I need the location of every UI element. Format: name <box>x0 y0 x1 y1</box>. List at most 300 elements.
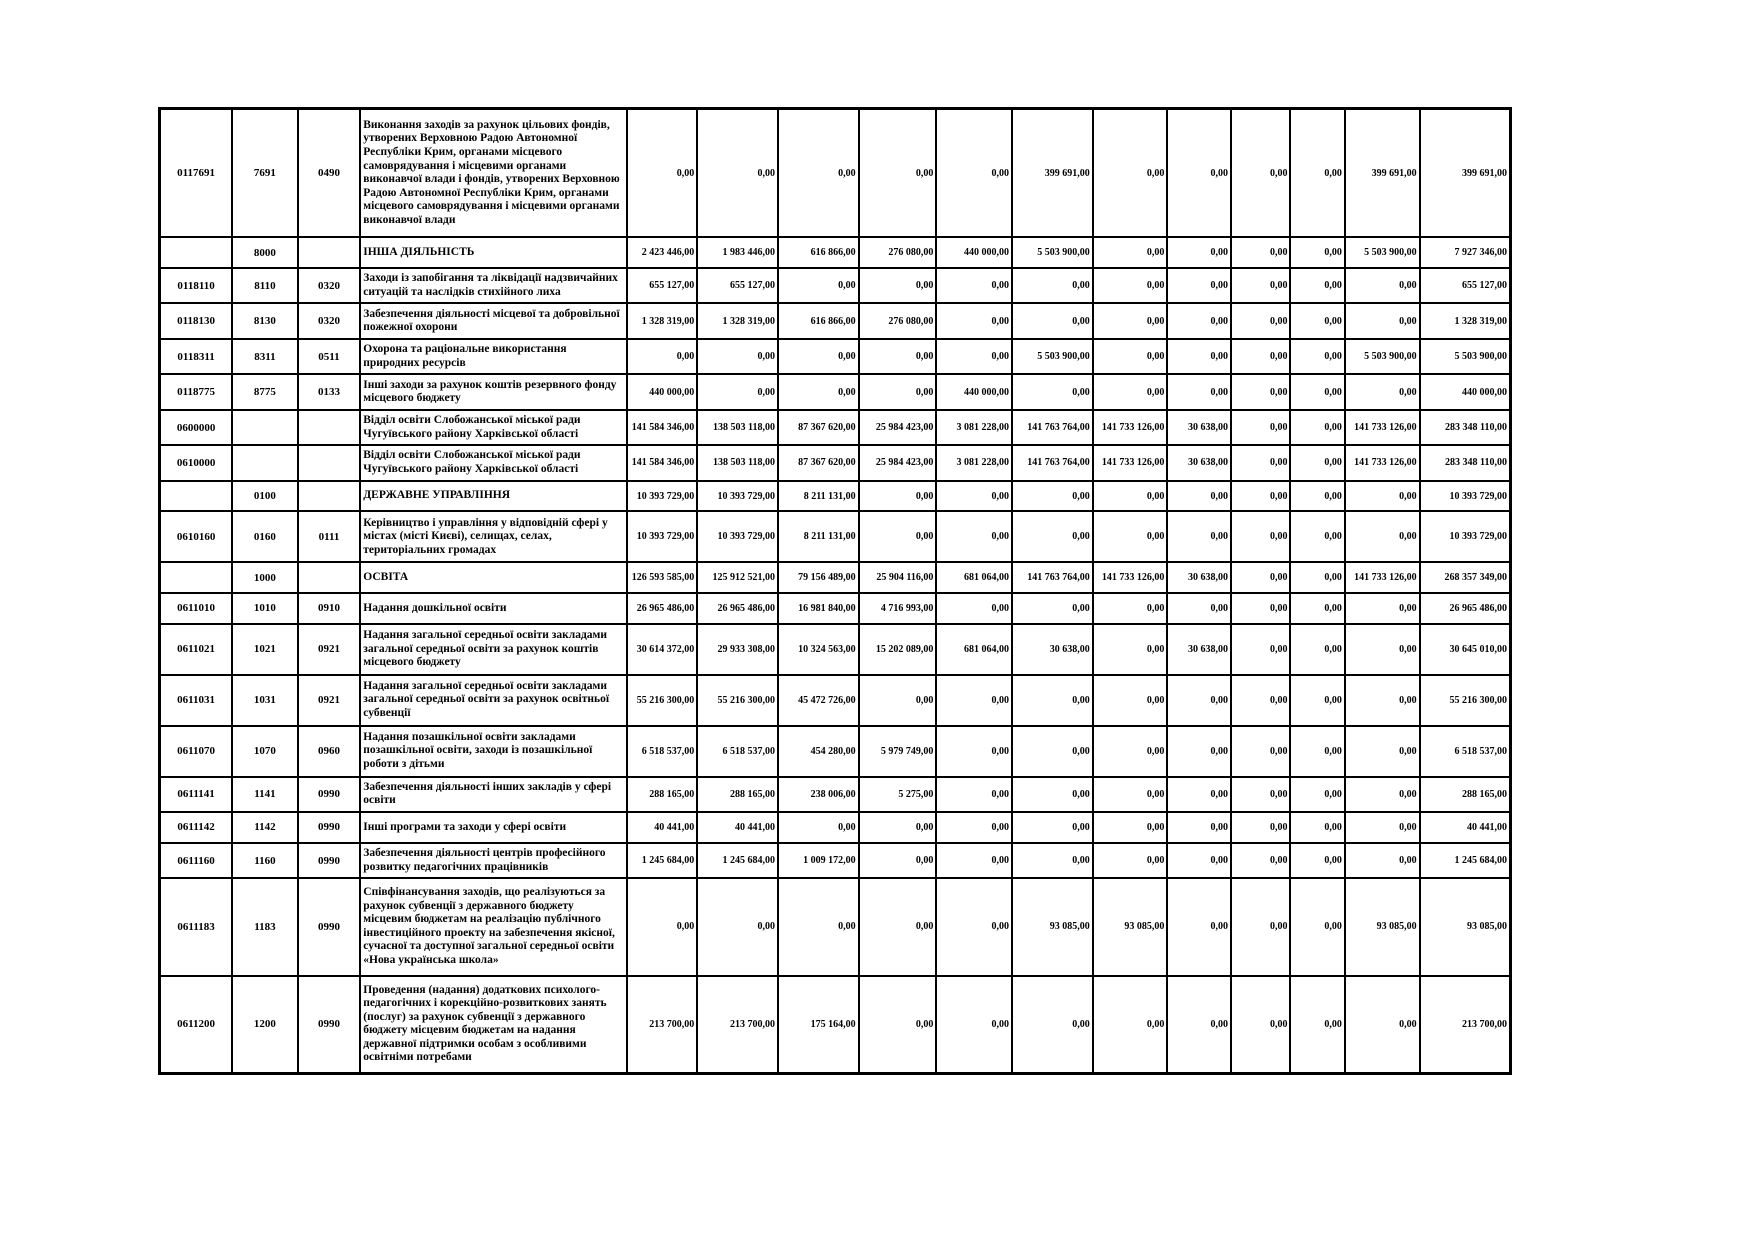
value-cell: 0,00 <box>936 109 1012 238</box>
table-row <box>160 562 1511 593</box>
value-cell: 0,00 <box>1231 878 1291 975</box>
value-cell: 440 000,00 <box>936 374 1012 409</box>
value-cell: 87 367 620,00 <box>778 410 859 445</box>
table-row <box>160 976 1511 1074</box>
value-cell: 0,00 <box>1231 109 1291 238</box>
value-cell: 0,00 <box>778 812 859 843</box>
value-cell: 0,00 <box>697 374 778 409</box>
code-program-cell <box>160 237 233 268</box>
code-tpkvk-cell: 1142 <box>232 812 298 843</box>
value-cell: 0,00 <box>1290 374 1344 409</box>
value-cell: 0,00 <box>778 339 859 374</box>
value-cell: 288 165,00 <box>697 777 778 812</box>
value-cell: 141 763 764,00 <box>1012 562 1093 593</box>
value-cell: 0,00 <box>1093 843 1168 878</box>
value-cell: 1 983 446,00 <box>697 237 778 268</box>
value-cell: 0,00 <box>1093 339 1168 374</box>
value-cell: 288 165,00 <box>1420 777 1511 812</box>
value-cell: 0,00 <box>1093 109 1168 238</box>
value-cell: 0,00 <box>1290 593 1344 624</box>
table-row <box>160 445 1511 480</box>
value-cell: 138 503 118,00 <box>697 410 778 445</box>
code-tpkvk-cell: 0100 <box>232 481 298 512</box>
value-cell: 0,00 <box>859 976 937 1074</box>
value-cell: 0,00 <box>1290 777 1344 812</box>
value-cell: 5 503 900,00 <box>1012 339 1093 374</box>
table-row <box>160 812 1511 843</box>
value-cell: 5 503 900,00 <box>1012 237 1093 268</box>
name-cell: Виконання заходів за рахунок цільових фондів, утворених Верховною Радою Автономної Республіки Крим, органами місцевого самоврядування і місцевими органами виконавчої влади і фондів, утворених Верховною Радою Автономної Республіки Крим, органами місцевого самоврядування і місцевими органами виконавчої влади <box>360 109 626 238</box>
value-cell: 440 000,00 <box>627 374 698 409</box>
value-cell: 0,00 <box>1290 303 1344 338</box>
value-cell: 0,00 <box>936 675 1012 726</box>
value-cell: 26 965 486,00 <box>627 593 698 624</box>
value-cell: 0,00 <box>1345 726 1420 777</box>
value-cell: 0,00 <box>1345 976 1420 1074</box>
value-cell: 30 638,00 <box>1167 562 1231 593</box>
value-cell: 15 202 089,00 <box>859 624 937 675</box>
value-cell: 0,00 <box>1231 481 1291 512</box>
code-fkvk-cell: 0990 <box>298 812 361 843</box>
value-cell: 0,00 <box>1231 303 1291 338</box>
code-program-cell: 0611160 <box>160 843 233 878</box>
value-cell: 141 733 126,00 <box>1093 445 1168 480</box>
value-cell: 0,00 <box>1231 675 1291 726</box>
value-cell: 0,00 <box>936 481 1012 512</box>
value-cell: 0,00 <box>1093 268 1168 303</box>
table-row <box>160 624 1511 675</box>
name-cell: Надання позашкільної освіти закладами позашкільної освіти, заходи із позашкільної роботи з дітьми <box>360 726 626 777</box>
value-cell: 0,00 <box>1167 374 1231 409</box>
value-cell: 0,00 <box>1290 410 1344 445</box>
value-cell: 0,00 <box>859 675 937 726</box>
table-row <box>160 237 1511 268</box>
value-cell: 0,00 <box>859 843 937 878</box>
value-cell: 10 393 729,00 <box>627 481 698 512</box>
value-cell: 0,00 <box>1093 624 1168 675</box>
value-cell: 0,00 <box>1231 339 1291 374</box>
value-cell: 5 503 900,00 <box>1345 237 1420 268</box>
value-cell: 0,00 <box>1290 843 1344 878</box>
code-program-cell: 0118130 <box>160 303 233 338</box>
code-program-cell: 0118311 <box>160 339 233 374</box>
code-fkvk-cell: 0990 <box>298 777 361 812</box>
value-cell: 0,00 <box>1167 237 1231 268</box>
code-program-cell: 0611142 <box>160 812 233 843</box>
value-cell: 0,00 <box>778 109 859 238</box>
code-tpkvk-cell: 8311 <box>232 339 298 374</box>
value-cell: 0,00 <box>1290 675 1344 726</box>
value-cell: 1 245 684,00 <box>627 843 698 878</box>
code-program-cell: 0610000 <box>160 445 233 480</box>
value-cell: 655 127,00 <box>1420 268 1511 303</box>
value-cell: 0,00 <box>1290 237 1344 268</box>
value-cell: 5 979 749,00 <box>859 726 937 777</box>
code-tpkvk-cell: 1141 <box>232 777 298 812</box>
value-cell: 6 518 537,00 <box>697 726 778 777</box>
value-cell: 79 156 489,00 <box>778 562 859 593</box>
value-cell: 141 584 346,00 <box>627 410 698 445</box>
table-row <box>160 410 1511 445</box>
value-cell: 0,00 <box>1231 511 1291 562</box>
value-cell: 0,00 <box>936 878 1012 975</box>
value-cell: 25 984 423,00 <box>859 410 937 445</box>
code-fkvk-cell: 0910 <box>298 593 361 624</box>
value-cell: 681 064,00 <box>936 624 1012 675</box>
value-cell: 0,00 <box>697 109 778 238</box>
value-cell: 0,00 <box>1231 726 1291 777</box>
budget-table-body <box>160 109 1511 1074</box>
code-program-cell: 0611031 <box>160 675 233 726</box>
value-cell: 7 927 346,00 <box>1420 237 1511 268</box>
code-program-cell: 0611141 <box>160 777 233 812</box>
table-row <box>160 268 1511 303</box>
code-fkvk-cell: 0511 <box>298 339 361 374</box>
value-cell: 93 085,00 <box>1345 878 1420 975</box>
value-cell: 30 645 010,00 <box>1420 624 1511 675</box>
value-cell: 0,00 <box>859 812 937 843</box>
table-row <box>160 374 1511 409</box>
value-cell: 1 328 319,00 <box>697 303 778 338</box>
value-cell: 0,00 <box>1093 976 1168 1074</box>
value-cell: 0,00 <box>1290 445 1344 480</box>
value-cell: 399 691,00 <box>1420 109 1511 238</box>
value-cell: 93 085,00 <box>1093 878 1168 975</box>
value-cell: 0,00 <box>1093 675 1168 726</box>
value-cell: 0,00 <box>1231 237 1291 268</box>
value-cell: 30 638,00 <box>1167 624 1231 675</box>
value-cell: 30 614 372,00 <box>627 624 698 675</box>
value-cell: 655 127,00 <box>627 268 698 303</box>
code-tpkvk-cell: 1183 <box>232 878 298 975</box>
code-fkvk-cell <box>298 562 361 593</box>
value-cell: 10 393 729,00 <box>697 511 778 562</box>
code-tpkvk-cell: 0160 <box>232 511 298 562</box>
value-cell: 87 367 620,00 <box>778 445 859 480</box>
value-cell: 10 393 729,00 <box>1420 511 1511 562</box>
code-tpkvk-cell: 8130 <box>232 303 298 338</box>
value-cell: 0,00 <box>697 339 778 374</box>
value-cell: 0,00 <box>1167 268 1231 303</box>
value-cell: 141 733 126,00 <box>1345 410 1420 445</box>
value-cell: 141 733 126,00 <box>1093 410 1168 445</box>
value-cell: 141 584 346,00 <box>627 445 698 480</box>
code-program-cell: 0600000 <box>160 410 233 445</box>
value-cell: 0,00 <box>1290 878 1344 975</box>
value-cell: 16 981 840,00 <box>778 593 859 624</box>
code-program-cell: 0610160 <box>160 511 233 562</box>
value-cell: 0,00 <box>1345 303 1420 338</box>
table-row <box>160 843 1511 878</box>
value-cell: 0,00 <box>1345 593 1420 624</box>
value-cell: 0,00 <box>1345 511 1420 562</box>
name-cell: Надання загальної середньої освіти закладами загальної середньої освіти за рахунок освітньої субвенції <box>360 675 626 726</box>
code-tpkvk-cell: 1160 <box>232 843 298 878</box>
value-cell: 0,00 <box>1231 593 1291 624</box>
value-cell: 40 441,00 <box>1420 812 1511 843</box>
value-cell: 0,00 <box>778 878 859 975</box>
table-row <box>160 726 1511 777</box>
value-cell: 0,00 <box>1345 374 1420 409</box>
code-fkvk-cell <box>298 410 361 445</box>
value-cell: 6 518 537,00 <box>1420 726 1511 777</box>
value-cell: 213 700,00 <box>627 976 698 1074</box>
value-cell: 0,00 <box>1345 675 1420 726</box>
value-cell: 0,00 <box>859 481 937 512</box>
code-fkvk-cell: 0990 <box>298 878 361 975</box>
value-cell: 0,00 <box>1167 812 1231 843</box>
value-cell: 0,00 <box>1290 481 1344 512</box>
name-cell: Відділ освіти Слобожанської міської ради Чугуївського району Харківської області <box>360 410 626 445</box>
table-row <box>160 339 1511 374</box>
name-cell: Заходи із запобігання та ліквідації надзвичайних ситуацій та наслідків стихійного лиха <box>360 268 626 303</box>
code-fkvk-cell: 0990 <box>298 843 361 878</box>
value-cell: 29 933 308,00 <box>697 624 778 675</box>
value-cell: 0,00 <box>1290 812 1344 843</box>
value-cell: 30 638,00 <box>1012 624 1093 675</box>
code-program-cell: 0611200 <box>160 976 233 1074</box>
value-cell: 0,00 <box>1167 976 1231 1074</box>
value-cell: 0,00 <box>778 374 859 409</box>
value-cell: 1 328 319,00 <box>1420 303 1511 338</box>
code-fkvk-cell: 0111 <box>298 511 361 562</box>
value-cell: 0,00 <box>1231 445 1291 480</box>
value-cell: 0,00 <box>1290 268 1344 303</box>
value-cell: 10 324 563,00 <box>778 624 859 675</box>
value-cell: 0,00 <box>1012 511 1093 562</box>
value-cell: 0,00 <box>1345 481 1420 512</box>
value-cell: 616 866,00 <box>778 303 859 338</box>
value-cell: 0,00 <box>1231 843 1291 878</box>
value-cell: 0,00 <box>1167 843 1231 878</box>
value-cell: 25 904 116,00 <box>859 562 937 593</box>
code-fkvk-cell: 0960 <box>298 726 361 777</box>
value-cell: 93 085,00 <box>1420 878 1511 975</box>
value-cell: 40 441,00 <box>697 812 778 843</box>
name-cell: Забезпечення діяльності інших закладів у сфері освіти <box>360 777 626 812</box>
value-cell: 0,00 <box>1093 374 1168 409</box>
value-cell: 0,00 <box>1290 511 1344 562</box>
value-cell: 616 866,00 <box>778 237 859 268</box>
value-cell: 283 348 110,00 <box>1420 445 1511 480</box>
table-row <box>160 511 1511 562</box>
value-cell: 5 503 900,00 <box>1345 339 1420 374</box>
name-cell: Забезпечення діяльності місцевої та добровільної пожежної охорони <box>360 303 626 338</box>
value-cell: 0,00 <box>936 511 1012 562</box>
code-program-cell: 0611183 <box>160 878 233 975</box>
value-cell: 0,00 <box>1345 777 1420 812</box>
name-cell: Забезпечення діяльності центрів професійного розвитку педагогічних працівників <box>360 843 626 878</box>
code-program-cell: 0118110 <box>160 268 233 303</box>
value-cell: 0,00 <box>1345 812 1420 843</box>
value-cell: 0,00 <box>936 843 1012 878</box>
value-cell: 0,00 <box>697 878 778 975</box>
value-cell: 0,00 <box>627 878 698 975</box>
value-cell: 0,00 <box>1290 562 1344 593</box>
value-cell: 0,00 <box>1231 374 1291 409</box>
value-cell: 5 503 900,00 <box>1420 339 1511 374</box>
value-cell: 0,00 <box>1167 726 1231 777</box>
value-cell: 3 081 228,00 <box>936 445 1012 480</box>
code-fkvk-cell: 0921 <box>298 624 361 675</box>
value-cell: 0,00 <box>1231 268 1291 303</box>
value-cell: 0,00 <box>627 339 698 374</box>
value-cell: 0,00 <box>1012 374 1093 409</box>
value-cell: 0,00 <box>1167 675 1231 726</box>
value-cell: 276 080,00 <box>859 303 937 338</box>
value-cell: 93 085,00 <box>1012 878 1093 975</box>
value-cell: 125 912 521,00 <box>697 562 778 593</box>
value-cell: 2 423 446,00 <box>627 237 698 268</box>
value-cell: 0,00 <box>1012 976 1093 1074</box>
value-cell: 655 127,00 <box>697 268 778 303</box>
value-cell: 0,00 <box>1345 268 1420 303</box>
code-tpkvk-cell: 7691 <box>232 109 298 238</box>
value-cell: 55 216 300,00 <box>627 675 698 726</box>
value-cell: 0,00 <box>1012 726 1093 777</box>
value-cell: 0,00 <box>1012 481 1093 512</box>
value-cell: 0,00 <box>1093 237 1168 268</box>
value-cell: 0,00 <box>1167 339 1231 374</box>
code-fkvk-cell <box>298 237 361 268</box>
value-cell: 0,00 <box>1167 109 1231 238</box>
value-cell: 4 716 993,00 <box>859 593 937 624</box>
value-cell: 126 593 585,00 <box>627 562 698 593</box>
value-cell: 681 064,00 <box>936 562 1012 593</box>
value-cell: 1 245 684,00 <box>697 843 778 878</box>
value-cell: 10 393 729,00 <box>697 481 778 512</box>
value-cell: 30 638,00 <box>1167 410 1231 445</box>
value-cell: 26 965 486,00 <box>1420 593 1511 624</box>
value-cell: 175 164,00 <box>778 976 859 1074</box>
value-cell: 0,00 <box>859 511 937 562</box>
value-cell: 30 638,00 <box>1167 445 1231 480</box>
value-cell: 141 733 126,00 <box>1093 562 1168 593</box>
value-cell: 141 763 764,00 <box>1012 445 1093 480</box>
code-fkvk-cell: 0320 <box>298 268 361 303</box>
value-cell: 268 357 349,00 <box>1420 562 1511 593</box>
code-fkvk-cell: 0133 <box>298 374 361 409</box>
value-cell: 0,00 <box>936 593 1012 624</box>
value-cell: 45 472 726,00 <box>778 675 859 726</box>
value-cell: 0,00 <box>859 109 937 238</box>
code-program-cell: 0118775 <box>160 374 233 409</box>
table-row <box>160 481 1511 512</box>
value-cell: 0,00 <box>859 339 937 374</box>
value-cell: 141 763 764,00 <box>1012 410 1093 445</box>
code-program-cell: 0611010 <box>160 593 233 624</box>
value-cell: 5 275,00 <box>859 777 937 812</box>
value-cell: 0,00 <box>1012 843 1093 878</box>
value-cell: 0,00 <box>1012 268 1093 303</box>
code-fkvk-cell: 0320 <box>298 303 361 338</box>
value-cell: 0,00 <box>936 339 1012 374</box>
code-program-cell: 0611021 <box>160 624 233 675</box>
code-tpkvk-cell: 1000 <box>232 562 298 593</box>
budget-table <box>158 107 1512 1075</box>
value-cell: 1 009 172,00 <box>778 843 859 878</box>
value-cell: 0,00 <box>859 374 937 409</box>
code-tpkvk-cell: 1031 <box>232 675 298 726</box>
value-cell: 0,00 <box>1290 339 1344 374</box>
value-cell: 0,00 <box>1231 812 1291 843</box>
value-cell: 0,00 <box>1231 410 1291 445</box>
value-cell: 283 348 110,00 <box>1420 410 1511 445</box>
value-cell: 26 965 486,00 <box>697 593 778 624</box>
value-cell: 0,00 <box>1167 878 1231 975</box>
value-cell: 8 211 131,00 <box>778 481 859 512</box>
value-cell: 55 216 300,00 <box>697 675 778 726</box>
code-program-cell: 0611070 <box>160 726 233 777</box>
value-cell: 288 165,00 <box>627 777 698 812</box>
table-row <box>160 777 1511 812</box>
name-cell: Проведення (надання) додаткових психолого-педагогічних і корекційно-розвиткових занять (послуг) за рахунок субвенції з державного бюджету місцевим бюджетам на надання державної підтримки особам з особливими освітніми потребами <box>360 976 626 1074</box>
value-cell: 440 000,00 <box>1420 374 1511 409</box>
value-cell: 141 733 126,00 <box>1345 562 1420 593</box>
value-cell: 0,00 <box>859 268 937 303</box>
value-cell: 0,00 <box>936 268 1012 303</box>
value-cell: 0,00 <box>1012 593 1093 624</box>
name-cell: Інші програми та заходи у сфері освіти <box>360 812 626 843</box>
value-cell: 0,00 <box>1012 777 1093 812</box>
code-tpkvk-cell: 8000 <box>232 237 298 268</box>
value-cell: 0,00 <box>1290 726 1344 777</box>
value-cell: 0,00 <box>1093 726 1168 777</box>
value-cell: 0,00 <box>936 726 1012 777</box>
value-cell: 25 984 423,00 <box>859 445 937 480</box>
value-cell: 3 081 228,00 <box>936 410 1012 445</box>
value-cell: 0,00 <box>936 777 1012 812</box>
value-cell: 0,00 <box>1231 777 1291 812</box>
value-cell: 0,00 <box>1093 481 1168 512</box>
code-fkvk-cell: 0921 <box>298 675 361 726</box>
value-cell: 40 441,00 <box>627 812 698 843</box>
code-tpkvk-cell: 8775 <box>232 374 298 409</box>
value-cell: 399 691,00 <box>1012 109 1093 238</box>
code-fkvk-cell <box>298 445 361 480</box>
value-cell: 0,00 <box>1012 303 1093 338</box>
value-cell: 0,00 <box>1231 976 1291 1074</box>
name-cell: Інші заходи за рахунок коштів резервного фонду місцевого бюджету <box>360 374 626 409</box>
name-cell: Керівництво і управління у відповідній сфері у містах (місті Києві), селищах, селах, територіальних громадах <box>360 511 626 562</box>
value-cell: 0,00 <box>1231 624 1291 675</box>
value-cell: 440 000,00 <box>936 237 1012 268</box>
name-cell: ОСВІТА <box>360 562 626 593</box>
value-cell: 0,00 <box>1167 481 1231 512</box>
table-row <box>160 878 1511 975</box>
name-cell: Відділ освіти Слобожанської міської ради Чугуївського району Харківської області <box>360 445 626 480</box>
code-tpkvk-cell: 1070 <box>232 726 298 777</box>
code-tpkvk-cell: 1021 <box>232 624 298 675</box>
value-cell: 454 280,00 <box>778 726 859 777</box>
value-cell: 0,00 <box>1290 624 1344 675</box>
value-cell: 0,00 <box>1290 109 1344 238</box>
value-cell: 0,00 <box>1231 562 1291 593</box>
value-cell: 6 518 537,00 <box>627 726 698 777</box>
value-cell: 138 503 118,00 <box>697 445 778 480</box>
table-row <box>160 303 1511 338</box>
value-cell: 0,00 <box>1345 624 1420 675</box>
code-program-cell <box>160 562 233 593</box>
code-tpkvk-cell <box>232 410 298 445</box>
value-cell: 0,00 <box>1012 812 1093 843</box>
value-cell: 55 216 300,00 <box>1420 675 1511 726</box>
value-cell: 8 211 131,00 <box>778 511 859 562</box>
code-fkvk-cell <box>298 481 361 512</box>
value-cell: 1 328 319,00 <box>627 303 698 338</box>
value-cell: 0,00 <box>1093 303 1168 338</box>
value-cell: 0,00 <box>778 268 859 303</box>
